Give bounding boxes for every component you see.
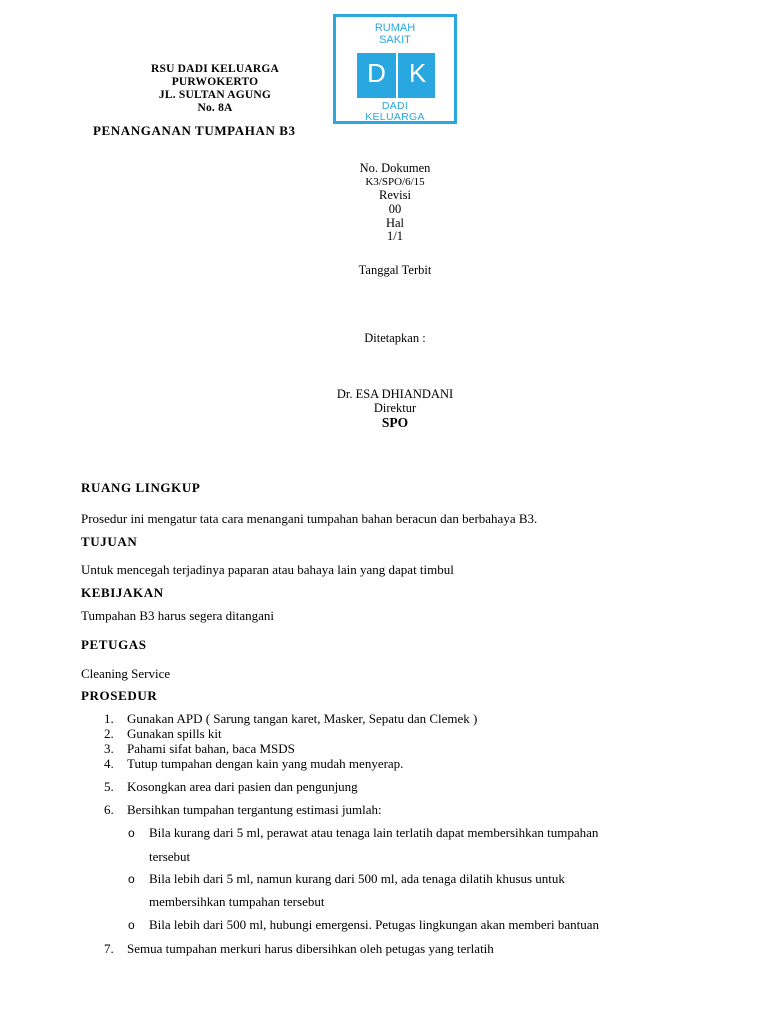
procedure-step — [104, 779, 358, 795]
procedure-step — [104, 741, 295, 757]
logo-letter-box — [357, 53, 435, 98]
doc-number-value: K3/SPO/6/15 — [365, 176, 425, 188]
hospital-line: JL. SULTAN AGUNG — [158, 89, 272, 101]
section-title-tujuan: TUJUAN — [81, 534, 138, 549]
step-number: 2. — [104, 726, 114, 741]
signer-name: Dr. ESA DHIANDANI — [336, 387, 454, 401]
spo-label: SPO — [381, 415, 409, 430]
step-number: 7. — [104, 941, 114, 956]
sub-bullet: o — [128, 872, 135, 886]
step-text: Bersihkan tumpahan tergantung estimasi jumlah: — [127, 802, 382, 817]
sub-bullet: o — [128, 826, 135, 840]
signer-title: Direktur — [373, 401, 417, 415]
ruang-lingkup-text: Prosedur ini mengatur tata cara menangani tumpahan bahan beracun dan berbahaya B3. — [81, 511, 538, 526]
procedure-step — [104, 711, 477, 727]
revisi-value: 00 — [388, 202, 402, 216]
step-text: Semua tumpahan merkuri harus dibersihkan oleh petugas yang terlatih — [127, 941, 494, 956]
procedure-step — [104, 941, 494, 957]
step-number: 6. — [104, 802, 114, 817]
section-title-prosedur: PROSEDUR — [81, 688, 158, 703]
hospital-line: RSU DADI KELUARGA — [151, 63, 279, 75]
procedure-step — [104, 756, 403, 772]
sub-bullet: o — [128, 918, 135, 932]
sub-item — [128, 871, 565, 887]
step-number: 1. — [104, 711, 114, 726]
petugas-text: Cleaning Service — [81, 666, 171, 681]
section-title-petugas: PETUGAS — [81, 637, 147, 652]
hospital-line: PURWOKERTO — [171, 76, 259, 88]
logo-letter-k: K — [408, 58, 427, 88]
logo-top-line: SAKIT — [379, 34, 411, 46]
step-text: Kosongkan area dari pasien dan pengunjung — [127, 779, 358, 794]
sub-item-text: Bila kurang dari 5 ml, perawat atau tenaga lain terlatih dapat membersihkan tumpahan — [149, 825, 599, 840]
tanggal-terbit-label: Tanggal Terbit — [358, 263, 432, 277]
step-text: Tutup tumpahan dengan kain yang mudah menyerap. — [127, 756, 404, 771]
sub-item — [128, 825, 598, 841]
sub-item-text: Bila lebih dari 500 ml, hubungi emergensi. Petugas lingkungan akan memberi bantuan — [149, 917, 599, 932]
step-number: 3. — [104, 741, 114, 756]
sub-item-continuation: membersihkan tumpahan tersebut — [149, 894, 325, 909]
sub-item — [128, 917, 599, 933]
step-number: 5. — [104, 779, 114, 794]
logo-bottom-line: KELUARGA — [365, 111, 425, 123]
logo-top-line: RUMAH — [374, 22, 416, 34]
ditetapkan-label: Ditetapkan : — [364, 331, 426, 345]
sub-item-continuation: tersebut — [149, 849, 191, 864]
hospital-name-block — [95, 63, 335, 115]
logo-bottom-text — [336, 101, 454, 123]
procedure-step — [104, 726, 222, 742]
hal-value: 1/1 — [387, 229, 403, 243]
hospital-line: No. 8A — [197, 102, 233, 114]
revisi-label: Revisi — [379, 188, 411, 202]
document-title: PENANGANAN TUMPAHAN B3 — [93, 123, 296, 138]
kebijakan-text: Tumpahan B3 harus segera ditangani — [81, 608, 275, 623]
section-title-kebijakan: KEBIJAKAN — [81, 585, 164, 600]
procedure-step — [104, 802, 382, 818]
step-number: 4. — [104, 756, 114, 771]
tujuan-text: Untuk mencegah terjadinya paparan atau bahaya lain yang dapat timbul — [81, 562, 454, 577]
step-text: Gunakan APD ( Sarung tangan karet, Masker, Sepatu dan Clemek ) — [127, 711, 478, 726]
sub-item-text: Bila lebih dari 5 ml, namun kurang dari 500 ml, ada tenaga dilatih khusus untuk — [149, 871, 565, 886]
doc-number-label: No. Dokumen — [359, 161, 431, 175]
logo-bottom-line: DADI — [381, 100, 409, 112]
logo-top-text — [336, 22, 454, 46]
hal-label: Hal — [385, 216, 405, 230]
logo-letter-d: D — [367, 58, 386, 88]
step-text: Gunakan spills kit — [127, 726, 222, 741]
hospital-logo — [333, 14, 457, 124]
section-title-ruang-lingkup: RUANG LINGKUP — [81, 480, 201, 495]
step-text: Pahami sifat bahan, baca MSDS — [127, 741, 295, 756]
